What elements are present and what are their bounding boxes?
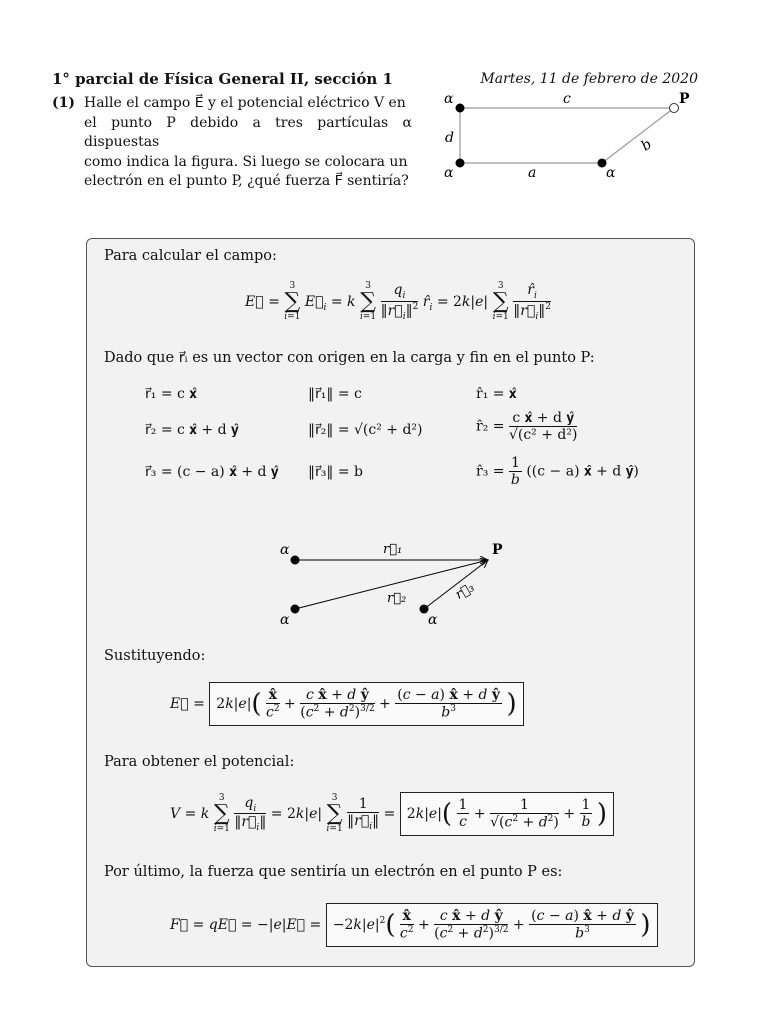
unit-r1: r̂₁ = 𝐱̂ <box>476 386 517 402</box>
vector-r1: r⃗₁ = c 𝐱̂ <box>145 386 197 402</box>
alpha-label: α <box>428 612 438 628</box>
label-d: d <box>445 130 454 146</box>
force-result-box: $-2k|e|^2$( $\frac{x̂}{c^2}$ + $\frac{\text{c x̂ + d ŷ}}{(c^2 + d^2)^{3/2}}$ + $\frac{\text{(c − a) x̂ + d ŷ}}{b^3}$ ) <box>326 903 658 947</box>
fuerza-text: Por último, la fuerza que sentiría un electrón en el punto P es: <box>104 864 563 880</box>
alpha-charge-2 <box>456 159 465 168</box>
potencial-text: Para obtener el potencial: <box>104 754 295 770</box>
side-b <box>602 108 674 163</box>
norm-r1: ‖r⃗₁‖ = c <box>308 386 362 402</box>
alpha-charge-bottom-left <box>291 605 300 614</box>
sustituyendo-text: Sustituyendo: <box>104 648 206 664</box>
exam-title: 1° parcial de Física General II, sección 1 <box>52 70 393 88</box>
field-result-box: 2k|e|( $\frac{x̂}{c^2}$ + $\frac{\text{c x̂ + d ŷ}}{(c^2 + d^2)^{3/2}}$ + $\frac{\text{(c − a) x̂ + d ŷ}}{b^3}$ ) <box>209 682 523 726</box>
problem-statement <box>52 94 412 192</box>
point-p-label: P <box>492 542 503 558</box>
alpha-label: α <box>444 165 454 181</box>
label-r2: r⃗₂ <box>387 591 407 606</box>
force-result: F⃗ = qE⃗ = −|e|E⃗ = $-2k|e|^2$( $\frac{x̂}{c^2}$ + $\frac{\text{c x̂ + d ŷ}}{(c^2 + d^2)^{3/2}}$ + $\frac{\text{(c − a) x̂ + d ŷ}}{b^3}$ ) <box>170 903 658 947</box>
point-p-marker <box>670 104 679 113</box>
unit-r2 <box>476 410 577 443</box>
potential-result-box: 2k|e|( $\frac{1}{c}$ + $\frac{1}{√(c^2 + d^2)}$ + $\frac{1}{b}$ ) <box>400 792 614 836</box>
problem-line: Halle el campo E⃗ y el potencial eléctrico V en <box>84 95 406 111</box>
unit-r2-num: c 𝐱̂ + d 𝐲̂ <box>509 410 578 427</box>
norm-r2: ‖r⃗₂‖ = √(c² + d²) <box>308 422 423 438</box>
problem-line: como indica la figura. Si luego se colocara un <box>84 153 408 170</box>
unit-r3-rest: ((c − a) 𝐱̂ + d 𝐲̂) <box>526 463 639 480</box>
field-result: E⃗ = 2k|e|( $\frac{x̂}{c^2}$ + $\frac{\text{c x̂ + d ŷ}}{(c^2 + d^2)^{3/2}}$ + $\frac{\text{(c − a) x̂ + d ŷ}}{b^3}$ ) <box>170 682 524 726</box>
label-a: a <box>528 165 537 181</box>
vector-r2: r⃗₂ = c 𝐱̂ + d 𝐲̂ <box>145 422 239 438</box>
vector-r3-arrow <box>424 560 488 609</box>
vector-figure <box>270 535 510 630</box>
problem-number: (1) <box>52 95 75 111</box>
alpha-charge-1 <box>456 104 465 113</box>
dado-text: Dado que r⃗ᵢ es un vector con origen en la carga y fin en el punto P: <box>104 350 595 366</box>
unit-r3-lhs: r̂₃ = <box>476 463 505 480</box>
point-p-label: P <box>679 91 690 107</box>
label-r3: r⃗₃ <box>453 580 478 603</box>
label-b: b <box>638 136 655 155</box>
unit-r2-den: √(c² + d²) <box>508 427 578 443</box>
alpha-label: α <box>444 91 454 107</box>
exam-date: Martes, 11 de febrero de 2020 <box>480 71 698 87</box>
norm-r3: ‖r⃗₃‖ = b <box>308 464 363 480</box>
label-r1: r⃗₁ <box>383 542 403 557</box>
problem-line: el punto P debido a tres partículas α dispuestas <box>84 114 412 150</box>
potential-result: V = k 3 ∑ i=1 $\frac{q_i}{‖r⃗_i‖}$ = 2k|e| 3 ∑ i=1 $\frac{1}{‖r⃗_i‖}$ = 2k|e|( $\frac{1}{c}$ + $\frac{1}{√(c^2 + d^2)}$ + $\frac{1}{b}$ ) <box>170 792 614 836</box>
unit-r2-lhs: r̂₂ = <box>476 418 505 435</box>
charge-arrangement-figure <box>430 82 720 187</box>
alpha-label: α <box>280 612 290 628</box>
label-c: c <box>563 91 571 107</box>
problem-line: electrón en el punto P, ¿qué fuerza F⃗ sentiría? <box>84 173 409 189</box>
vector-r3: r⃗₃ = (c − a) 𝐱̂ + d 𝐲̂ <box>145 464 279 480</box>
intro-text: Para calcular el campo: <box>104 248 277 264</box>
alpha-label: α <box>280 542 290 558</box>
field-formula: E⃗ = 3 ∑ i=1 $E⃗_i = k$ 3 ∑ i=1 $\frac{q_i}{‖r⃗_i‖^2}$ $r̂_i = 2k|e|$ 3 ∑ i=1 $\frac{r̂_i}{‖r⃗_i‖^2}$ <box>245 281 551 322</box>
alpha-charge-top <box>291 556 300 565</box>
alpha-label: α <box>606 165 616 181</box>
unit-r3: r̂₃ = $\frac{1}{b}$ ((c − a) 𝐱̂ + d 𝐲̂) <box>476 455 639 488</box>
